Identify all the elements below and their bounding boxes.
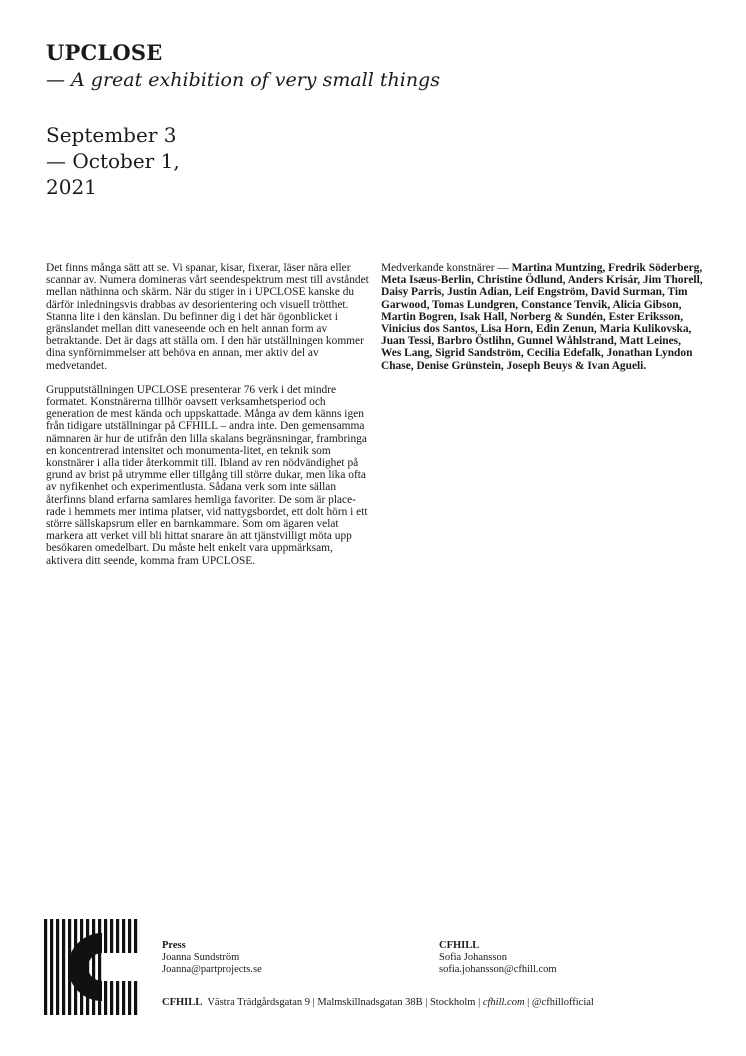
date-year: 2021: [46, 175, 97, 199]
address-line: [162, 997, 594, 1008]
date-start: September 3: [46, 123, 177, 147]
cfhill-logo-icon: [44, 919, 140, 1015]
exhibition-title: UPCLOSE: [46, 40, 163, 65]
artists-intro: Medverkande konstnärer —: [381, 262, 512, 274]
press-label: Press: [162, 940, 186, 951]
contact-name: Sofia Johansson: [439, 952, 507, 963]
body-paragraph-2: Grupputställningen UPCLOSE presenterar 76 verk i det mindre formatet. Konstnärerna tillhör oavsett verksamhetsperiod och generation de mest kända och uppskattade. Många av dem känns igen från tidigare utställningar på CFHILL – andra inte. Den gemensamma nämnaren är hur de utifrån den lilla skalans begränsningar, frambringa en koncentrerad intensitet och monumenta-litet, en teknik som konstnärer i alla tider återkommit till. Ibland av ren nödvändighet på grund av brist på utrymme eller tillgång till större dukar, men lika ofta av nyfikenhet och experimentlusta. Sådana verk som inte sällan återfinns bland erfarna samlares hemliga favoriter. De som är place-rade i hemmets mer intima platser, vid nattygsbordet, ett dolt hörn i ett större sällskapsrum eller en barnkammare. Som om ägaren velat markera att verket vill bli hittat snarare än att tjänstvilligt möta upp besökaren omedelbart. Du måste helt enkelt vara uppmärksam, aktivera ditt seende, komma fram UPCLOSE.: [46, 383, 368, 567]
press-name: Joanna Sundström: [162, 952, 240, 963]
website-link[interactable]: cfhill.com: [482, 997, 525, 1008]
press-contact: [162, 940, 262, 976]
date-end: — October 1,: [46, 149, 180, 173]
contact-email-link[interactable]: sofia.johansson@cfhill.com: [439, 964, 557, 975]
exhibition-dates: [46, 122, 346, 200]
address-text: Västra Trädgårdsgatan 9 | Malmskillnadsgatan 38B | Stockholm |: [207, 997, 483, 1008]
body-paragraph-1: Det finns många sätt att se. Vi spanar, kisar, fixerar, läser nära eller scannar av. Numera domineras vårt seendespektrum mest till avståndet mellan näthinna och skärm. När du stiger in i UPCLOSE kanske du därför inledningsvis drabbas av desorientering och visuell trötthet. Stanna lite i den känslan. Du befinner dig i det här ögonblicket i gränslandet mellan ditt vaneseende och en helt annan form av betraktande. Det är dags att ställa om. I den här utställningen kommer dina synförnimmelser att behöva en annan, mer aktiv del av medvetandet.: [46, 262, 369, 372]
artists-list: Martina Muntzing, Fredrik Söderberg, Meta Isæus-Berlin, Christine Ödlund, Anders Krisár, Jim Thorell, Daisy Parris, Justin Adian, Leif Engström, David Surman, Tim Garwood, Tomas Lundgren, Constance Tenvik, Alicia Gibson, Martin Bogren, Isak Hall, Norberg & Sundén, Ester Eriksson, Vinicius dos Santos, Lisa Horn, Edin Zenun, Maria Kulikovska, Juan Tessi, Barbro Östlihn, Gunnel Wåhlstrand, Matt Leines, Wes Lang, Sigrid Sandström, Cecilia Edefalk, Jonathan Lyndon Chase, Denise Grünstein, Joseph Beuys & Ivan Agueli.: [381, 262, 703, 372]
artists-column: [381, 262, 703, 372]
press-email-link[interactable]: Joanna@partprojects.se: [162, 964, 262, 975]
contact-label: CFHILL: [439, 940, 480, 951]
gallery-contact: [439, 940, 557, 976]
body-text-column: [46, 262, 370, 579]
social-handle[interactable]: | @cfhillofficial: [524, 997, 594, 1008]
exhibition-subtitle: — A great exhibition of very small things: [46, 69, 440, 91]
address-brand: CFHILL: [162, 997, 203, 1008]
